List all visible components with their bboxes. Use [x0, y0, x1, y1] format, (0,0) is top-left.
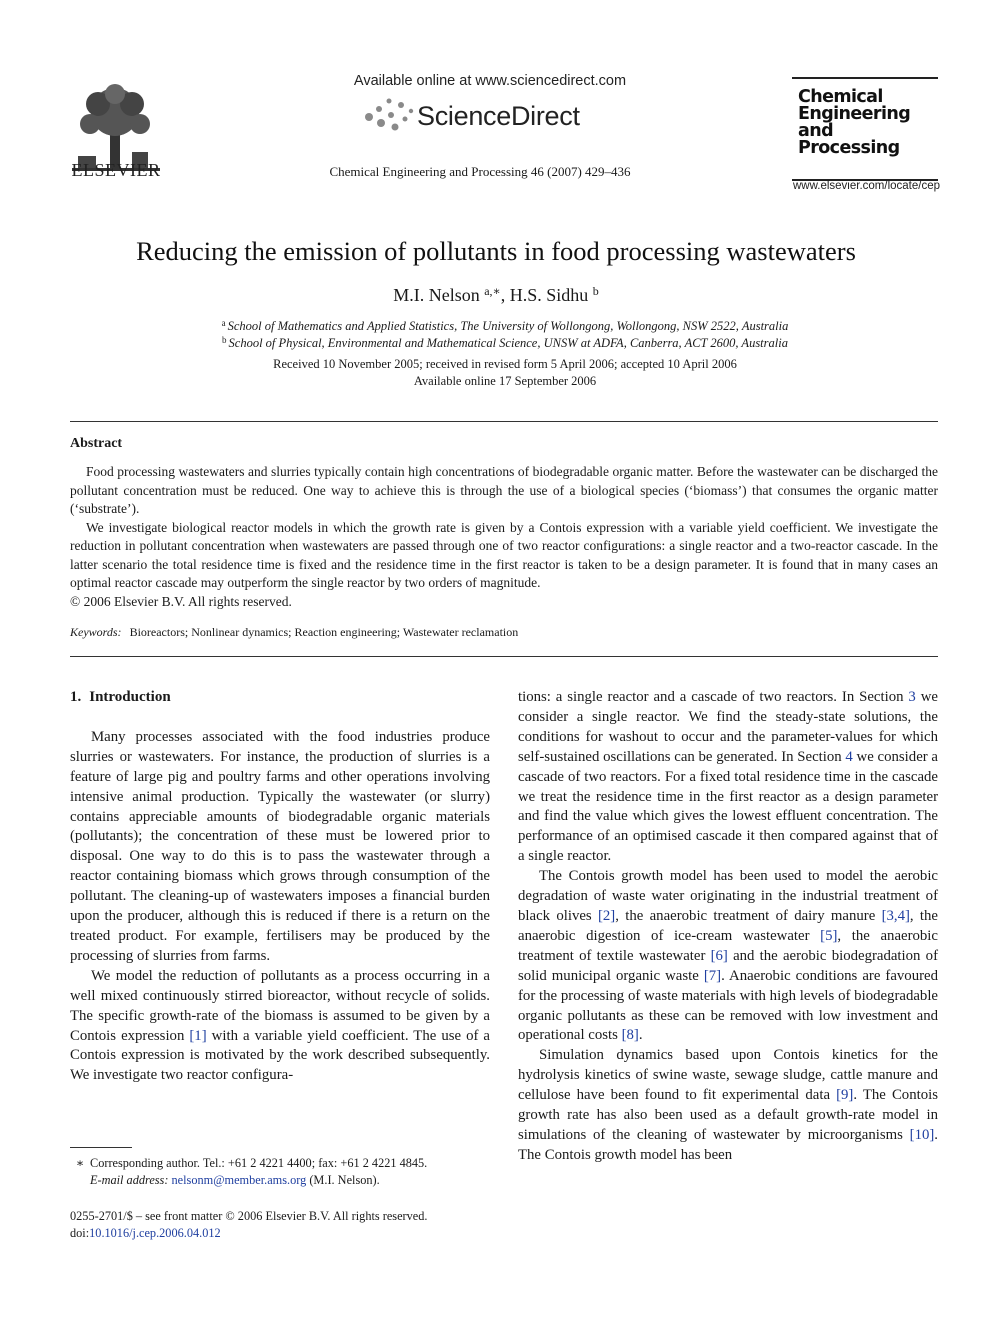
email-link[interactable]: nelsonm@member.ams.org — [171, 1172, 307, 1187]
available-online-date: Available online 17 September 2006 — [413, 374, 597, 388]
body-text: with a variable yield coefficient. The use of a Contois expression is motivated by the work described subsequently. We investigate two reactor configura- — [70, 1027, 490, 1084]
footnote-marker: ∗ — [75, 1156, 85, 1170]
author-name[interactable]: H.S. Sidhu — [509, 285, 589, 305]
sciencedirect-wordmark: ScienceDirect — [417, 101, 580, 131]
email-owner: (M.I. Nelson). — [306, 1172, 380, 1187]
section-number: 1. — [70, 689, 82, 705]
section-title: Introduction — [89, 689, 171, 705]
body-text: The Contois growth model has been used to model the aerobic degradation of waste water originating in the industrial treatment of black olives — [518, 868, 938, 924]
copyright-notice: © 2006 Elsevier B.V. All rights reserved. — [70, 593, 292, 609]
body-paragraph — [518, 867, 938, 1046]
left-column — [70, 688, 490, 1086]
body-paragraph — [518, 1046, 938, 1165]
author-separator: , — [500, 285, 510, 305]
reference-link[interactable]: [1] — [189, 1027, 207, 1044]
reference-link[interactable]: [7] — [703, 967, 722, 984]
body-text: We model the reduction of pollutants as a process occurring in a well mixed continuously stirred bioreactor, without recycle of solids. The specific growth-rate of the biomass is assumed to be given by a Contois expression — [70, 967, 490, 1044]
abstract-paragraph: Food processing wastewaters and slurries typically contain high concentrations of biodegradable organic matter. Before the wastewater can be discharged the pollutant concentration must be reduced. One way to achieve this is through the use of a biological species (‘biomass’) that consumes the organic matter (‘substrate’). — [70, 464, 938, 516]
reference-link[interactable]: [6] — [710, 947, 728, 964]
doi-label: doi: — [70, 1225, 90, 1240]
front-matter-info — [70, 1208, 500, 1241]
author-affiliation-marker[interactable]: a,∗ — [484, 284, 501, 298]
body-text: . The Contois growth model has been — [518, 1126, 938, 1163]
body-paragraph: Many processes associated with the food industries produce slurries or wastewaters. For instance, the production of slurries is a feature of large pig and poultry farms and other operations involving intensive animal production. Typically the wastewater (or slurry) contains appreciable amounts of biodegradable organic materials (pollutants); the concentration of these must be lowered prior to disposal. One way to do this is to pass the wastewater through a reactor containing biomass which grows through consumption of the pollutant. The cleaning-up of wastewaters imposes a financial burden upon the producer, although this is reduced if there is a return on the treated product. For example, fertilisers may be produced by the processing of slurries from farms. — [70, 728, 490, 964]
body-text: , the anaerobic treatment of textile wastewater — [518, 927, 938, 964]
email-note — [70, 1172, 490, 1189]
reference-link[interactable]: [3,4] — [881, 907, 910, 924]
journal-logo: Chemical Engineering and Processing — [798, 87, 911, 158]
body-text: , the anaerobic digestion of ice-cream wastewater — [518, 907, 938, 944]
section-link[interactable]: 4 — [845, 748, 853, 765]
affiliation-text: School of Mathematics and Applied Statistics, The University of Wollongong, Wollongong, NSW 2522, Australia — [227, 319, 789, 333]
keywords-label: Keywords: — [70, 625, 122, 639]
affiliation-marker: b — [222, 335, 227, 345]
body-paragraph — [70, 967, 490, 1086]
section-heading — [70, 688, 490, 708]
issn-line: 0255-2701/$ – see front matter © 2006 Elsevier B.V. All rights reserved. — [70, 1209, 428, 1223]
right-column — [518, 688, 938, 1166]
body-text: tions: a single reactor and a cascade of two reactors. In Section — [518, 689, 909, 705]
received-dates: Received 10 November 2005; received in revised form 5 April 2006; accepted 10 April 2006 — [273, 357, 737, 371]
article-title: Reducing the emission of pollutants in food processing wastewaters — [136, 236, 856, 266]
author-name[interactable]: M.I. Nelson — [393, 285, 480, 305]
abstract-paragraph: We investigate biological reactor models in which the growth rate is given by a Contois expression with a variable yield coefficient. We investigate the reduction in pollutant concentration when wastewaters are passed through one of two reactor configurations: a single reactor and a two-reactor cascade. In the latter scenario the total residence time is fixed and the residence time in the first reactor is taken to be a design parameter. It is found that in many cases an optimal reactor cascade may outperform the single reactor by two orders of magnitude. — [70, 519, 938, 590]
body-text: , the anaerobic treatment of dairy manure — [615, 907, 882, 924]
author-list — [40, 284, 952, 306]
author-affiliation-marker[interactable]: b — [592, 284, 599, 298]
affiliation-marker: a — [221, 318, 226, 328]
affiliation-a — [40, 318, 970, 334]
doi-line — [70, 1225, 500, 1242]
abstract-heading: Abstract — [70, 436, 123, 451]
doi-link[interactable]: 10.1016/j.cep.2006.04.012 — [89, 1225, 221, 1240]
footnote — [70, 1155, 490, 1188]
corresponding-author-note — [70, 1155, 490, 1172]
section-link[interactable]: 3 — [908, 689, 916, 705]
journal-url[interactable]: www.elsevier.com/locate/cep — [792, 180, 940, 192]
affiliation-text: School of Physical, Environmental and Mathematical Science, UNSW at ADFA, Canberra, ACT 2600, Australia — [228, 336, 788, 350]
keywords-list: Bioreactors; Nonlinear dynamics; Reaction engineering; Wastewater reclamation — [129, 625, 519, 639]
divider — [70, 656, 938, 657]
email-label: E-mail address: — [90, 1172, 169, 1187]
body-text: we consider a cascade of two reactors. For a fixed total residence time in the cascade we treat the residence time in the first reactor as a design parameter and find the value which gives the lowest effluent concentration. The performance of an optimised cascade it then compared against that of a single reactor. — [518, 748, 938, 865]
available-online-line: Available online at www.sciencedirect.com — [353, 73, 627, 89]
reference-link[interactable]: [10] — [909, 1126, 935, 1143]
body-text: . The Contois growth rate has also been used as a default growth-rate model in simulations of the cleaning of wastewater by microorganisms — [518, 1087, 938, 1143]
body-text: . Anaerobic conditions are favoured for the processing of waste materials with high levels of biodegradable organic pollutants as these can be removed with low investment and operational costs — [518, 967, 938, 1044]
abstract-body — [70, 463, 938, 611]
body-text: . — [638, 1027, 643, 1044]
affiliation-b — [40, 335, 970, 351]
reference-link[interactable]: [2] — [597, 907, 616, 924]
footnote-divider — [70, 1147, 132, 1148]
footnote-text: Corresponding author. Tel.: +61 2 4221 4400; fax: +61 2 4221 4845. — [90, 1156, 428, 1170]
divider — [70, 421, 938, 422]
keywords — [70, 625, 938, 640]
body-text: we consider a single reactor. We find the steady-state solutions, the conditions for washout to occur and the parameter-values for which self-sustained oscillations can be generated. In Section — [518, 689, 938, 765]
body-paragraph — [518, 688, 938, 867]
body-text: Simulation dynamics based upon Contois kinetics for the hydrolysis kinetics of swine waste, sewage sludge, cattle manure and cellulose have been found to fit experimental data — [518, 1047, 938, 1104]
journal-citation: Chemical Engineering and Processing 46 (2007) 429–436 — [329, 164, 631, 179]
reference-link[interactable]: [9] — [836, 1087, 854, 1104]
body-text: and the aerobic biodegradation of solid municipal organic waste — [518, 947, 938, 984]
reference-link[interactable]: [5] — [820, 927, 838, 944]
reference-link[interactable]: [8] — [621, 1027, 639, 1044]
elsevier-wordmark: ELSEVIER — [71, 160, 161, 180]
